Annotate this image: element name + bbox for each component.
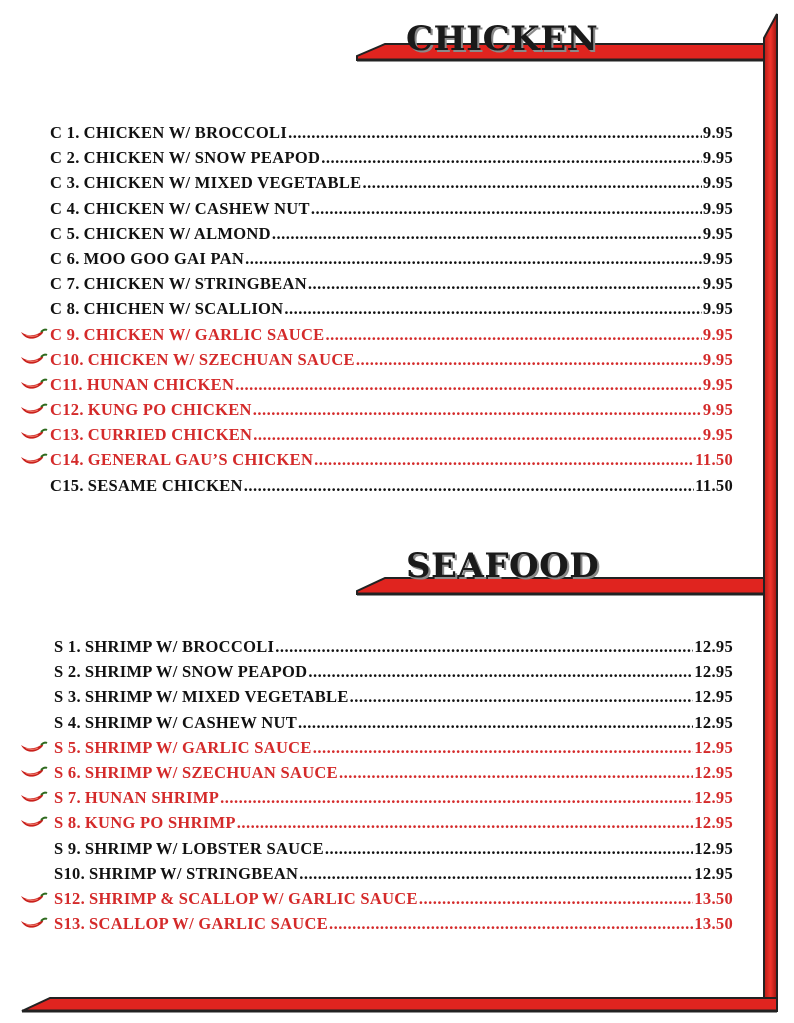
item-price: 12.95	[694, 788, 733, 808]
item-price: 12.95	[694, 762, 733, 782]
item-code: C13.	[50, 425, 84, 445]
item-code: C10.	[50, 349, 84, 369]
menu-item-row	[54, 659, 733, 684]
menu-item-row	[54, 634, 733, 659]
item-name: CHICKEN W/ STRINGBEAN	[83, 274, 307, 294]
item-price: 11.50	[695, 475, 733, 495]
item-code: C 5.	[50, 223, 80, 243]
section-title-seafood: SEAFOOD	[406, 546, 600, 586]
item-name: SCALLOP W/ GARLIC SAUCE	[89, 914, 329, 934]
item-name: KUNG PO CHICKEN	[87, 400, 252, 420]
item-code: C 4.	[50, 198, 80, 218]
chili-pepper-icon	[18, 740, 48, 756]
chili-pepper-icon	[18, 765, 48, 781]
menu-item-row	[54, 886, 733, 911]
item-name: CHICKEN W/ GARLIC SAUCE	[83, 324, 325, 344]
item-price: 12.95	[694, 662, 733, 682]
dot-leader	[321, 145, 702, 170]
item-price: 13.50	[694, 888, 733, 908]
item-code: S 2.	[54, 662, 81, 682]
item-price: 12.95	[694, 687, 733, 707]
menu-item-row	[54, 710, 733, 735]
dot-leader	[298, 710, 693, 735]
item-name: SHRIMP & SCALLOP W/ GARLIC SAUCE	[89, 888, 418, 908]
item-code: C 6.	[50, 248, 80, 268]
item-name: SHRIMP W/ LOBSTER SAUCE	[84, 838, 324, 858]
item-name: SHRIMP W/ CASHEW NUT	[84, 712, 298, 732]
menu-item-row	[54, 684, 733, 709]
dot-leader	[244, 473, 695, 498]
section-title-chicken: CHICKEN	[406, 19, 599, 59]
item-name: HUNAN SHRIMP	[84, 788, 220, 808]
item-code: C12.	[50, 400, 84, 420]
item-code: C 2.	[50, 148, 80, 168]
item-price: 9.95	[702, 148, 733, 168]
item-price: 9.95	[702, 374, 733, 394]
menu-item-row	[54, 760, 733, 785]
item-price: 9.95	[702, 248, 733, 268]
menu-item-row	[50, 271, 733, 296]
menu-item-row	[50, 296, 733, 321]
dot-leader	[419, 886, 694, 911]
item-name: CHICHEN W/ SCALLION	[83, 299, 284, 319]
item-price: 11.50	[695, 450, 733, 470]
dot-leader	[220, 785, 693, 810]
item-price: 12.95	[694, 712, 733, 732]
item-name: CHICKEN W/ BROCCOLI	[83, 123, 288, 142]
dot-leader	[253, 397, 702, 422]
item-code: S 9.	[54, 838, 81, 858]
item-code: S13.	[54, 914, 86, 934]
dot-leader	[313, 735, 694, 760]
item-name: CHICKEN W/ MIXED VEGETABLE	[83, 173, 362, 193]
item-price: 9.95	[702, 198, 733, 218]
item-code: S12.	[54, 888, 86, 908]
dot-leader	[272, 221, 702, 246]
item-code: C15.	[50, 475, 84, 495]
item-name: CHICKEN W/ SZECHUAN SAUCE	[87, 349, 355, 369]
dot-leader	[308, 659, 693, 684]
menu-item-row	[54, 861, 733, 886]
item-code: S 3.	[54, 687, 81, 707]
dot-leader	[284, 296, 702, 321]
menu-item-row	[54, 785, 733, 810]
dot-leader	[253, 422, 702, 447]
item-price: 12.95	[694, 838, 733, 858]
dot-leader	[362, 170, 701, 195]
chili-pepper-icon	[18, 790, 48, 806]
item-code: C 1.	[50, 123, 80, 142]
chili-pepper-icon	[18, 327, 48, 343]
item-name: MOO GOO GAI PAN	[83, 248, 245, 268]
menu-item-row	[54, 735, 733, 760]
menu-item-row	[54, 836, 733, 861]
item-price: 9.95	[702, 324, 733, 344]
item-price: 12.95	[694, 737, 733, 757]
dot-leader	[288, 120, 702, 145]
item-code: C11.	[50, 374, 83, 394]
chili-pepper-icon	[18, 377, 48, 393]
item-code: C 8.	[50, 299, 80, 319]
item-price: 12.95	[694, 637, 733, 656]
menu-item-row	[50, 347, 733, 372]
item-name: CHICKEN W/ CASHEW NUT	[83, 198, 310, 218]
chili-pepper-icon	[18, 402, 48, 418]
dot-leader	[275, 634, 693, 659]
menu-item-row	[50, 447, 733, 472]
item-name: SHRIMP W/ SNOW PEAPOD	[84, 662, 308, 682]
dot-leader	[235, 372, 702, 397]
dot-leader	[311, 196, 702, 221]
menu-item-row	[50, 422, 733, 447]
item-code: C14.	[50, 450, 84, 470]
item-price: 9.95	[702, 400, 733, 420]
item-price: 9.95	[702, 299, 733, 319]
menu-item-row	[50, 322, 733, 347]
chili-pepper-icon	[18, 815, 48, 831]
chili-pepper-icon	[18, 427, 48, 443]
item-name: SHRIMP W/ GARLIC SAUCE	[84, 737, 312, 757]
item-name: CHICKEN W/ SNOW PEAPOD	[83, 148, 321, 168]
dot-leader	[245, 246, 702, 271]
item-price: 9.95	[702, 123, 733, 142]
dot-leader	[325, 836, 693, 861]
menu-item-row	[50, 145, 733, 170]
item-price: 12.95	[694, 813, 733, 833]
dot-leader	[325, 322, 701, 347]
item-code: C 9.	[50, 324, 80, 344]
menu-item-row	[54, 911, 733, 936]
item-price: 12.95	[694, 863, 733, 883]
menu-item-row	[50, 372, 733, 397]
item-name: CHICKEN W/ ALMOND	[83, 223, 271, 243]
menu-item-row	[50, 473, 733, 498]
dot-leader	[350, 684, 694, 709]
dot-leader	[314, 447, 694, 472]
item-name: HUNAN CHICKEN	[86, 374, 235, 394]
chili-pepper-icon	[18, 352, 48, 368]
menu-item-row	[54, 810, 733, 835]
dot-leader	[237, 810, 694, 835]
item-price: 9.95	[702, 349, 733, 369]
item-name: GENERAL GAU’S CHICKEN	[87, 450, 314, 470]
chili-pepper-icon	[18, 891, 48, 907]
chili-pepper-icon	[18, 452, 48, 468]
item-price: 9.95	[702, 274, 733, 294]
item-name: KUNG PO SHRIMP	[84, 813, 236, 833]
item-code: S 1.	[54, 637, 81, 656]
menu-item-row	[50, 397, 733, 422]
item-code: S 7.	[54, 788, 81, 808]
item-code: S 6.	[54, 762, 81, 782]
item-name: SHRIMP W/ MIXED VEGETABLE	[84, 687, 349, 707]
item-code: S10.	[54, 863, 86, 883]
item-price: 13.50	[694, 914, 733, 934]
chili-pepper-icon	[18, 916, 48, 932]
dot-leader	[356, 347, 702, 372]
item-price: 9.95	[702, 173, 733, 193]
item-name: SHRIMP W/ STRINGBEAN	[89, 863, 299, 883]
menu-item-row	[50, 170, 733, 195]
menu-item-row	[50, 221, 733, 246]
item-name: SHRIMP W/ BROCCOLI	[84, 637, 275, 656]
item-price: 9.95	[702, 223, 733, 243]
item-code: C 3.	[50, 173, 80, 193]
dot-leader	[339, 760, 693, 785]
item-code: S 8.	[54, 813, 81, 833]
dot-leader	[329, 911, 693, 936]
item-name: SHRIMP W/ SZECHUAN SAUCE	[84, 762, 338, 782]
item-name: CURRIED CHICKEN	[87, 425, 253, 445]
item-code: S 5.	[54, 737, 81, 757]
menu-item-row	[50, 196, 733, 221]
dot-leader	[299, 861, 693, 886]
menu-item-row	[50, 246, 733, 271]
item-code: C 7.	[50, 274, 80, 294]
item-name: SESAME CHICKEN	[87, 475, 243, 495]
item-price: 9.95	[702, 425, 733, 445]
item-code: S 4.	[54, 712, 81, 732]
dot-leader	[308, 271, 702, 296]
menu-item-row	[50, 120, 733, 145]
